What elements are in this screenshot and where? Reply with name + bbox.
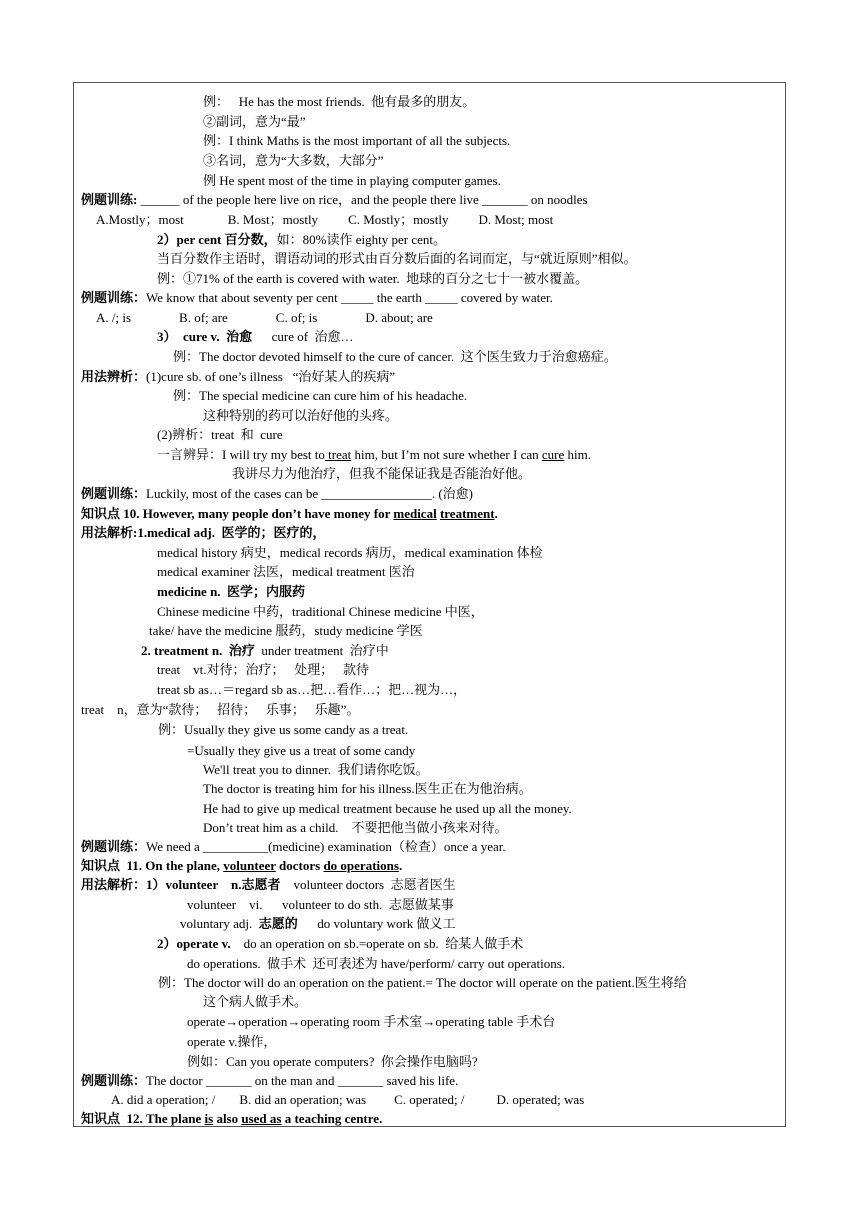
text-line bbox=[203, 408, 398, 424]
text-line bbox=[203, 153, 384, 169]
text-line bbox=[81, 877, 456, 893]
text-line bbox=[203, 173, 501, 189]
text-segment: 知识点 10. However, many people don’t have money for bbox=[81, 506, 394, 521]
text-segment: =Usually they give us a treat of some candy bbox=[187, 743, 416, 758]
text-segment: treatment bbox=[439, 506, 495, 521]
text-segment: treat n，意为“款待； 招待； 乐事； 乐趣”。 bbox=[81, 702, 360, 717]
text-line bbox=[203, 820, 508, 836]
answer-option: A.Mostly；most bbox=[96, 212, 184, 227]
text-line bbox=[203, 94, 475, 110]
text-segment: 知识点 11. On the plane, bbox=[81, 858, 224, 873]
text-segment: him, but I’m not sure whether I can bbox=[351, 447, 542, 462]
text-segment: volunteer doctors 志愿者医生 bbox=[280, 877, 456, 892]
text-line bbox=[187, 1054, 478, 1070]
text-line bbox=[203, 994, 307, 1010]
text-segment: Chinese medicine 中药，traditional Chinese medicine 中医， bbox=[157, 604, 484, 619]
answer-option: D. about; are bbox=[365, 310, 433, 325]
text-segment: 例：Usually they give us some candy as a treat. bbox=[158, 722, 409, 737]
text-line bbox=[187, 743, 415, 759]
text-segment: 例题训练: bbox=[81, 192, 138, 207]
text-segment: We need a __________(medicine) examination（检查）once a year. bbox=[146, 839, 506, 854]
text-line bbox=[157, 936, 523, 952]
text-segment: 2）per cent 百分数， bbox=[157, 232, 277, 247]
text-segment: The doctor _______ on the man and _______ saved his life. bbox=[146, 1073, 459, 1088]
text-line bbox=[81, 839, 506, 855]
text-line bbox=[158, 722, 408, 738]
text-segment: treat bbox=[324, 447, 352, 462]
text-segment: 例：The special medicine can cure him of his headache. bbox=[173, 388, 468, 403]
text-line bbox=[157, 271, 588, 287]
text-line bbox=[141, 643, 389, 659]
text-line bbox=[157, 447, 591, 463]
answer-option: A. did a operation; / bbox=[111, 1092, 216, 1107]
text-line bbox=[187, 897, 454, 913]
text-segment: treat sb as…＝regard sb as…把…看作…；把…视为…， bbox=[157, 682, 467, 697]
text-line bbox=[157, 232, 446, 248]
text-segment: 用法解析：1）volunteer n.志愿者 bbox=[81, 877, 281, 892]
text-segment: take/ have the medicine 服药，study medicine 学医 bbox=[149, 623, 423, 638]
text-segment: 如：80%读作 eighty per cent。 bbox=[276, 232, 446, 247]
text-segment: medicine n. 医学；内服药 bbox=[157, 584, 306, 599]
text-segment: 我讲尽力为他治疗，但我不能保证我是否能治好他。 bbox=[232, 466, 532, 481]
text-segment: 例：The doctor will do an operation on the patient.= The doctor will operate on the patient.医生将给 bbox=[158, 975, 687, 990]
text-line bbox=[81, 702, 359, 718]
text-segment: . bbox=[398, 858, 403, 873]
answer-option: D. operated; was bbox=[496, 1092, 585, 1107]
text-line bbox=[157, 545, 543, 561]
text-segment: 2）operate v. bbox=[157, 936, 231, 951]
text-line bbox=[157, 427, 283, 443]
text-segment: medical history 病史，medical records 病历，medical examination 体检 bbox=[157, 545, 543, 560]
text-segment: 这种特别的药可以治好他的头疼。 bbox=[203, 408, 399, 423]
text-segment: Luckily, most of the cases can be _________________. (治愈) bbox=[146, 486, 473, 501]
text-segment: a teaching centre. bbox=[281, 1111, 383, 1126]
text-segment: do voluntary work 做义工 bbox=[297, 916, 456, 931]
answer-option: C. operated; / bbox=[394, 1092, 465, 1107]
text-segment: doctors bbox=[275, 858, 324, 873]
text-line bbox=[81, 486, 473, 502]
text-line bbox=[81, 858, 402, 874]
text-segment: 志愿的 bbox=[258, 916, 298, 931]
text-segment: volunteer vi. volunteer to do sth. 志愿做某事 bbox=[187, 897, 454, 912]
text-segment: under treatment 治疗中 bbox=[254, 643, 389, 658]
text-line bbox=[157, 251, 637, 267]
text-segment: cure bbox=[541, 447, 565, 462]
text-segment: volunteer bbox=[223, 858, 276, 873]
text-line bbox=[81, 369, 395, 385]
text-segment: . bbox=[494, 506, 498, 521]
text-line bbox=[203, 114, 306, 130]
text-segment: medical bbox=[393, 506, 437, 521]
answer-option: B. of; are bbox=[179, 310, 228, 325]
text-segment: 例题训练： bbox=[81, 1073, 147, 1088]
text-segment: 知识点 12. The plane bbox=[81, 1111, 205, 1126]
text-line bbox=[157, 662, 369, 678]
text-segment: (2)辨析：treat 和 cure bbox=[157, 427, 283, 442]
text-line bbox=[157, 584, 305, 600]
text-segment: 例题训练： bbox=[81, 839, 147, 854]
text-line bbox=[232, 466, 531, 482]
answer-option: D. Most; most bbox=[478, 212, 554, 227]
text-segment: 例：I think Maths is the most important of all the subjects. bbox=[203, 133, 511, 148]
text-line bbox=[203, 133, 510, 149]
text-line bbox=[180, 916, 456, 932]
text-segment: 例题训练： bbox=[81, 290, 147, 305]
text-segment: We know that about seventy per cent _____ the earth _____ covered by water. bbox=[146, 290, 553, 305]
text-line bbox=[173, 349, 617, 365]
text-line bbox=[149, 623, 423, 639]
text-line bbox=[157, 564, 415, 580]
text-line bbox=[203, 762, 429, 778]
text-segment: The doctor is treating him for his illness.医生正在为他治病。 bbox=[203, 781, 532, 796]
text-segment: do operations bbox=[323, 858, 399, 873]
text-segment: also bbox=[213, 1111, 242, 1126]
answer-option: B. Most；mostly bbox=[227, 212, 319, 227]
text-segment: We'll treat you to dinner. 我们请你吃饭。 bbox=[203, 762, 429, 777]
text-segment: 用法辨析： bbox=[81, 369, 147, 384]
text-segment: 一言辨异：I will try my best to bbox=[157, 447, 325, 462]
text-line bbox=[187, 1034, 276, 1050]
text-segment: 当百分数作主语时，谓语动词的形式由百分数后面的名词而定，与“就近原则”相似。 bbox=[157, 251, 637, 266]
text-line bbox=[96, 212, 553, 228]
text-segment: 例： He has the most friends. 他有最多的朋友。 bbox=[203, 94, 476, 109]
text-line bbox=[81, 525, 325, 541]
text-segment: ②副词，意为“最” bbox=[203, 114, 306, 129]
answer-option: A. /; is bbox=[96, 310, 132, 325]
text-segment: operate→operation→operating room 手术室→operating table 手术台 bbox=[187, 1014, 556, 1029]
text-line bbox=[173, 388, 467, 404]
text-segment: ③名词，意为“大多数，大部分” bbox=[203, 153, 384, 168]
answer-option: C. of; is bbox=[275, 310, 318, 325]
text-line bbox=[157, 682, 466, 698]
text-segment: voluntary adj. bbox=[180, 916, 259, 931]
text-line bbox=[158, 975, 687, 991]
text-segment: 3） cure v. 治愈 bbox=[157, 329, 253, 344]
text-segment: He had to give up medical treatment because he used up all the money. bbox=[203, 801, 572, 816]
text-segment: cure of 治愈… bbox=[252, 329, 354, 344]
text-segment: Don’t treat him as a child. 不要把他当做小孩来对待。 bbox=[203, 820, 508, 835]
text-line bbox=[203, 781, 532, 797]
answer-option: B. did an operation; was bbox=[239, 1092, 367, 1107]
text-segment: him. bbox=[564, 447, 591, 462]
text-segment: 例 He spent most of the time in playing computer games. bbox=[203, 173, 501, 188]
text-line bbox=[81, 192, 588, 208]
text-segment: do operations. 做手术 还可表述为 have/perform/ carry out operations. bbox=[187, 956, 565, 971]
text-line bbox=[187, 956, 565, 972]
text-segment: 用法解析:1.medical adj. 医学的；医疗的， bbox=[81, 525, 326, 540]
text-segment: 例题训练： bbox=[81, 486, 147, 501]
text-line bbox=[203, 801, 572, 817]
text-line bbox=[81, 290, 553, 306]
text-segment: 这个病人做手术。 bbox=[203, 994, 308, 1009]
text-segment: 例：①71% of the earth is covered with water. 地球的百分之七十一被水覆盖。 bbox=[157, 271, 589, 286]
text-line bbox=[81, 1111, 382, 1127]
text-line bbox=[157, 604, 484, 620]
text-segment: do an operation on sb.=operate on sb. 给某人做手术 bbox=[230, 936, 524, 951]
text-segment: is bbox=[204, 1111, 214, 1126]
text-segment: (1)cure sb. of one’s illness “治好某人的疾病” bbox=[146, 369, 396, 384]
text-segment: 例：The doctor devoted himself to the cure of cancer. 这个医生致力于治愈癌症。 bbox=[173, 349, 617, 364]
text-line bbox=[157, 329, 354, 345]
text-segment: used as bbox=[241, 1111, 282, 1126]
text-line bbox=[111, 1092, 584, 1108]
text-segment: 例如：Can you operate computers? 你会操作电脑吗? bbox=[187, 1054, 478, 1069]
text-segment: ______ of the people here live on rice，and the people there live _______ on noodles bbox=[137, 192, 588, 207]
text-line bbox=[81, 506, 498, 522]
text-line bbox=[81, 1073, 458, 1089]
text-segment: operate v.操作， bbox=[187, 1034, 277, 1049]
text-line bbox=[187, 1014, 555, 1030]
text-line bbox=[96, 310, 433, 326]
text-segment: medical examiner 法医，medical treatment 医治 bbox=[157, 564, 415, 579]
text-segment: treat vt.对待；治疗； 处理； 款待 bbox=[157, 662, 369, 677]
text-segment: 2. treatment n. 治疗 bbox=[141, 643, 255, 658]
answer-option: C. Mostly；mostly bbox=[348, 212, 449, 227]
